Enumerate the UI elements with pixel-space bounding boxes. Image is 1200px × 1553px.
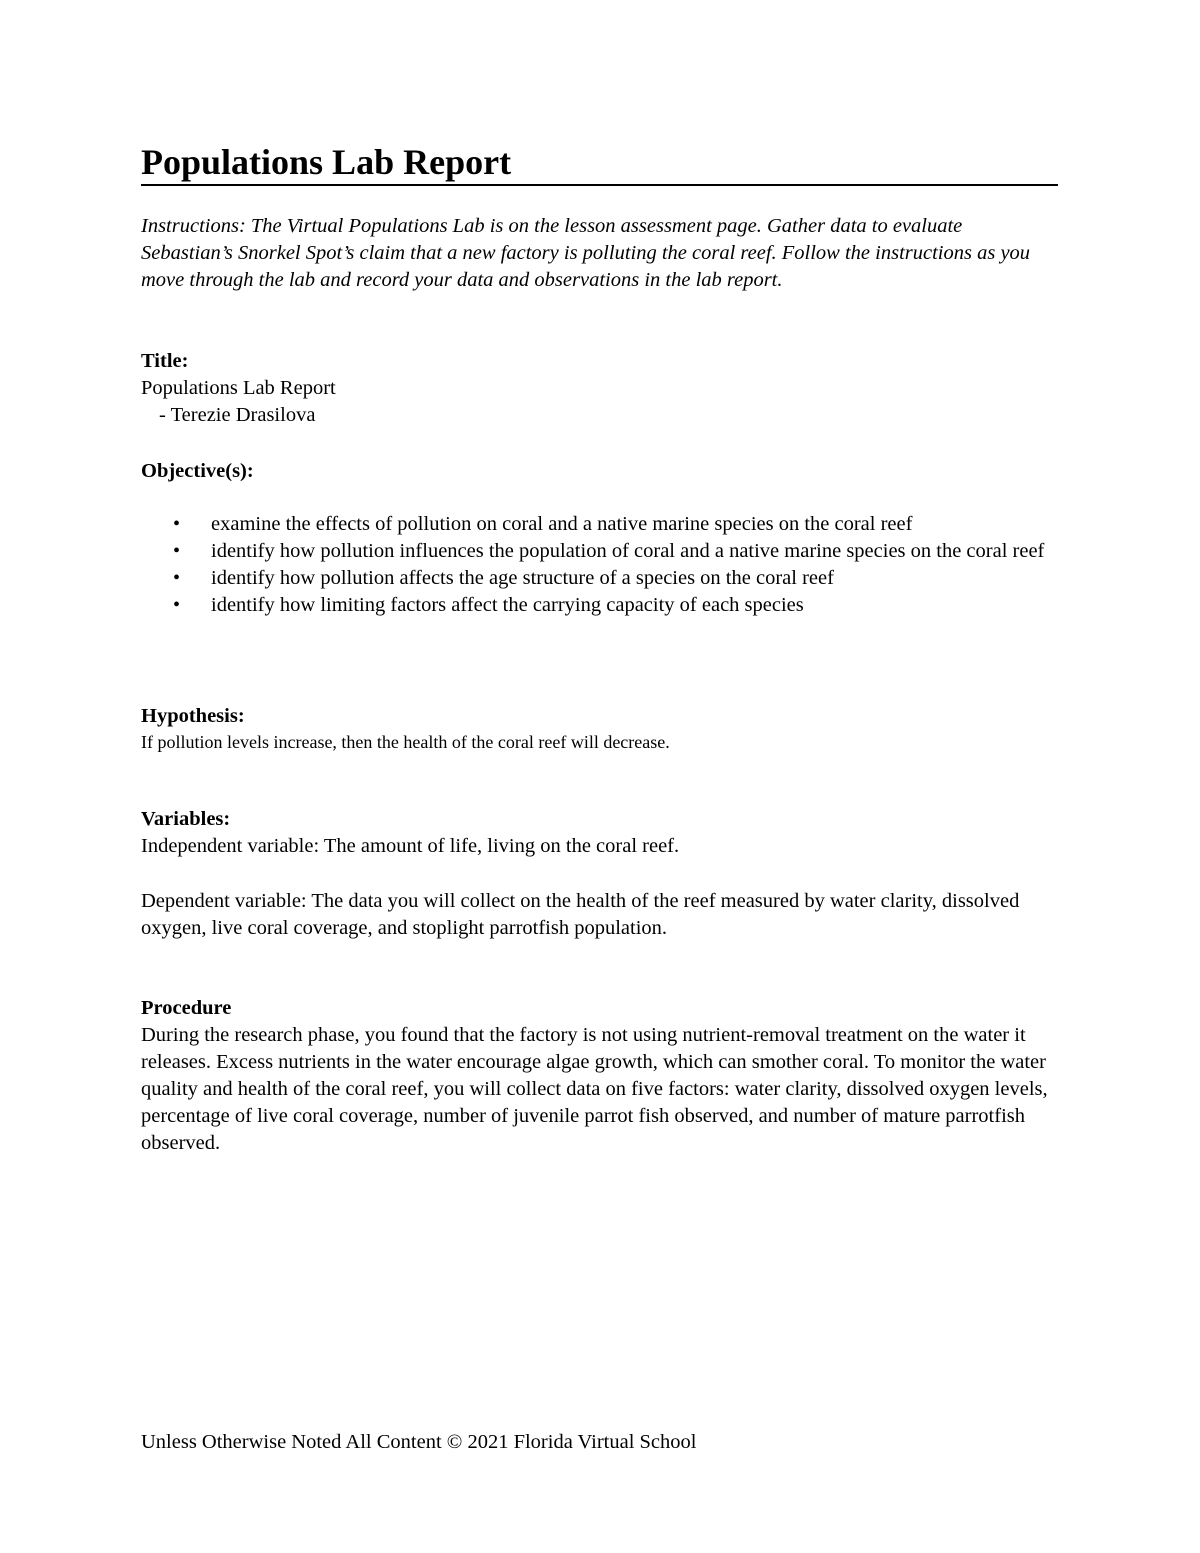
list-item [141, 565, 1061, 592]
bullet-icon: • [173, 540, 181, 562]
procedure-text: During the research phase, you found that the factory is not using nutrient-removal treatment on the water it releases. Excess nutrients in the water encourage algae growth, which can smother coral. To monitor the water quality and health of the coral reef, you will collect data on five factors: water clarity, dissolved oxygen levels, percentage of live coral coverage, number of juvenile parrot fish observed, and number of mature parrotfish observed. [141, 1024, 1048, 1154]
hypothesis-heading: Hypothesis: [141, 705, 245, 727]
title-heading: Title: [141, 350, 189, 372]
list-item [141, 511, 1061, 538]
objectives-section [141, 458, 1061, 485]
variables-heading: Variables: [141, 808, 231, 830]
list-item [141, 538, 1061, 565]
objective-text: identify how pollution affects the age structure of a species on the coral reef [211, 567, 834, 589]
author-name: - Terezie Drasilova [159, 404, 316, 426]
variables-section [141, 806, 1061, 860]
bullet-icon: • [173, 567, 181, 589]
title-section [141, 348, 1061, 429]
hypothesis-text: If pollution levels increase, then the health of the coral reef will decrease. [141, 732, 670, 752]
objective-text: identify how limiting factors affect the carrying capacity of each species [211, 594, 804, 616]
objective-text: examine the effects of pollution on coral and a native marine species on the coral reef [211, 513, 913, 535]
bullet-icon: • [173, 594, 181, 616]
objectives-heading: Objective(s): [141, 460, 254, 482]
copyright-footer: Unless Otherwise Noted All Content © 2021 Florida Virtual School [141, 1431, 697, 1453]
page-title: Populations Lab Report [141, 140, 1058, 186]
instructions-text: Instructions: The Virtual Populations Lab is on the lesson assessment page. Gather data to evaluate Sebastian’s Snorkel Spot’s claim that a new factory is polluting the coral reef. Follow the instructions as you move through the lab and record your data and observations in the lab report. [141, 215, 1031, 291]
dependent-variable-section [141, 888, 1061, 942]
objective-text: identify how pollution influences the population of coral and a native marine species on the coral reef [211, 540, 1045, 562]
list-item [141, 592, 1061, 619]
procedure-section [141, 995, 1061, 1157]
bullet-icon: • [173, 513, 181, 535]
objectives-list [141, 511, 1061, 619]
hypothesis-section [141, 703, 1061, 754]
report-name: Populations Lab Report [141, 377, 336, 399]
dependent-variable-text: Dependent variable: The data you will collect on the health of the reef measured by water clarity, dissolved oxygen, live coral coverage, and stoplight parrotfish population. [141, 890, 1020, 939]
procedure-heading: Procedure [141, 997, 232, 1019]
independent-variable-text: Independent variable: The amount of life, living on the coral reef. [141, 835, 680, 857]
